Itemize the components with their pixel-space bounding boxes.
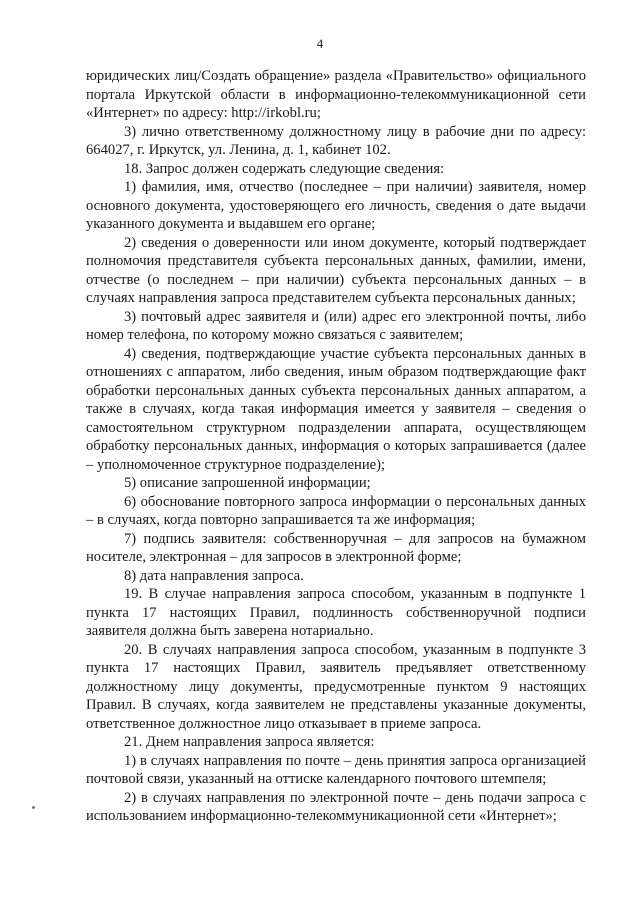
paragraph-18-item-1: 1) фамилия, имя, отчество (последнее – при наличии) заявителя, номер основного документа, удостоверяющего его личность, сведения о дате выдачи указанного документа и выдавшем его органе; [86,179,586,232]
paragraph-18-item-2: 2) сведения о доверенности или ином документе, который подтверждает полномочия представителя субъекта персональных данных, фамилии, имени, отчестве (о последнем – при наличии) субъекта персональных данных – в случаях направления запроса представителем субъекта персональных данных; [86,234,586,306]
paragraph-19: 19. В случае направления запроса способом, указанным в подпункте 1 пункта 17 настоящих Правил, подлинность собственноручной подписи заявителя должна быть заверена нотариально. [86,586,586,639]
paragraph-20: 20. В случаях направления запроса способом, указанным в подпункте 3 пункта 17 настоящих Правил, заявитель предъявляет ответственному должностному лицу документы, предусмотренные пунктом 9 настоящих Правил. В случаях, когда заявителем не представлены указанные документы, ответственное должностное лицо отказывает в приеме запроса. [86,641,586,732]
paragraph-21-item-2: 2) в случаях направления по электронной почте – день подачи запроса с использованием информационно-телекоммуникационной сети «Интернет»; [86,789,586,824]
paragraph-18-item-3: 3) почтовый адрес заявителя и (или) адрес его электронной почты, либо номер телефона, по которому можно связаться с заявителем; [86,308,586,343]
paragraph-18-item-7: 7) подпись заявителя: собственноручная – для запросов на бумажном носителе, электронная – для запросов в электронной форме; [86,530,586,565]
paragraph-18-item-6: 6) обоснование повторного запроса информации о персональных данных – в случаях, когда повторно запрашивается та же информация; [86,493,586,528]
paragraph-18-item-8: 8) дата направления запроса. [124,567,304,584]
paragraph-18-item-5: 5) описание запрошенной информации; [124,475,371,491]
paragraph-18-item-4: 4) сведения, подтверждающие участие субъекта персональных данных в отношениях с аппаратом, либо сведения, иным образом подтверждающие факт обработки персональных данных субъекта персональных данных аппаратом, а также в случаях, когда такая информация имеется у заявителя – сведения о самостоятельном структурном подразделении аппарата, осуществляющем обработку персональных данных, информация о которых запрашивается (далее – уполномоченное структурное подразделение); [86,345,586,473]
paragraph-continuation: юридических лиц/Создать обращение» раздела «Правительство» официального портала Иркутской области в информационно-телекоммуникационной сети «Интернет» по адресу: http://irkobl.ru; [86,68,586,121]
paragraph-18: 18. Запрос должен содержать следующие сведения: [124,160,445,177]
paragraph-21: 21. Днем направления запроса является: [124,734,375,750]
scan-artifact-dot [32,806,35,809]
page-number: 4 [316,36,324,51]
document-body [86,67,586,826]
paragraph-21-item-1: 1) в случаях направления по почте – день принятия запроса организацией почтовой связи, указанный на оттиске календарного почтового штемпеля; [86,752,586,787]
paragraph-17-item-3: 3) лично ответственному должностному лицу в рабочие дни по адресу: 664027, г. Иркутск, ул. Ленина, д. 1, кабинет 102. [86,123,586,158]
